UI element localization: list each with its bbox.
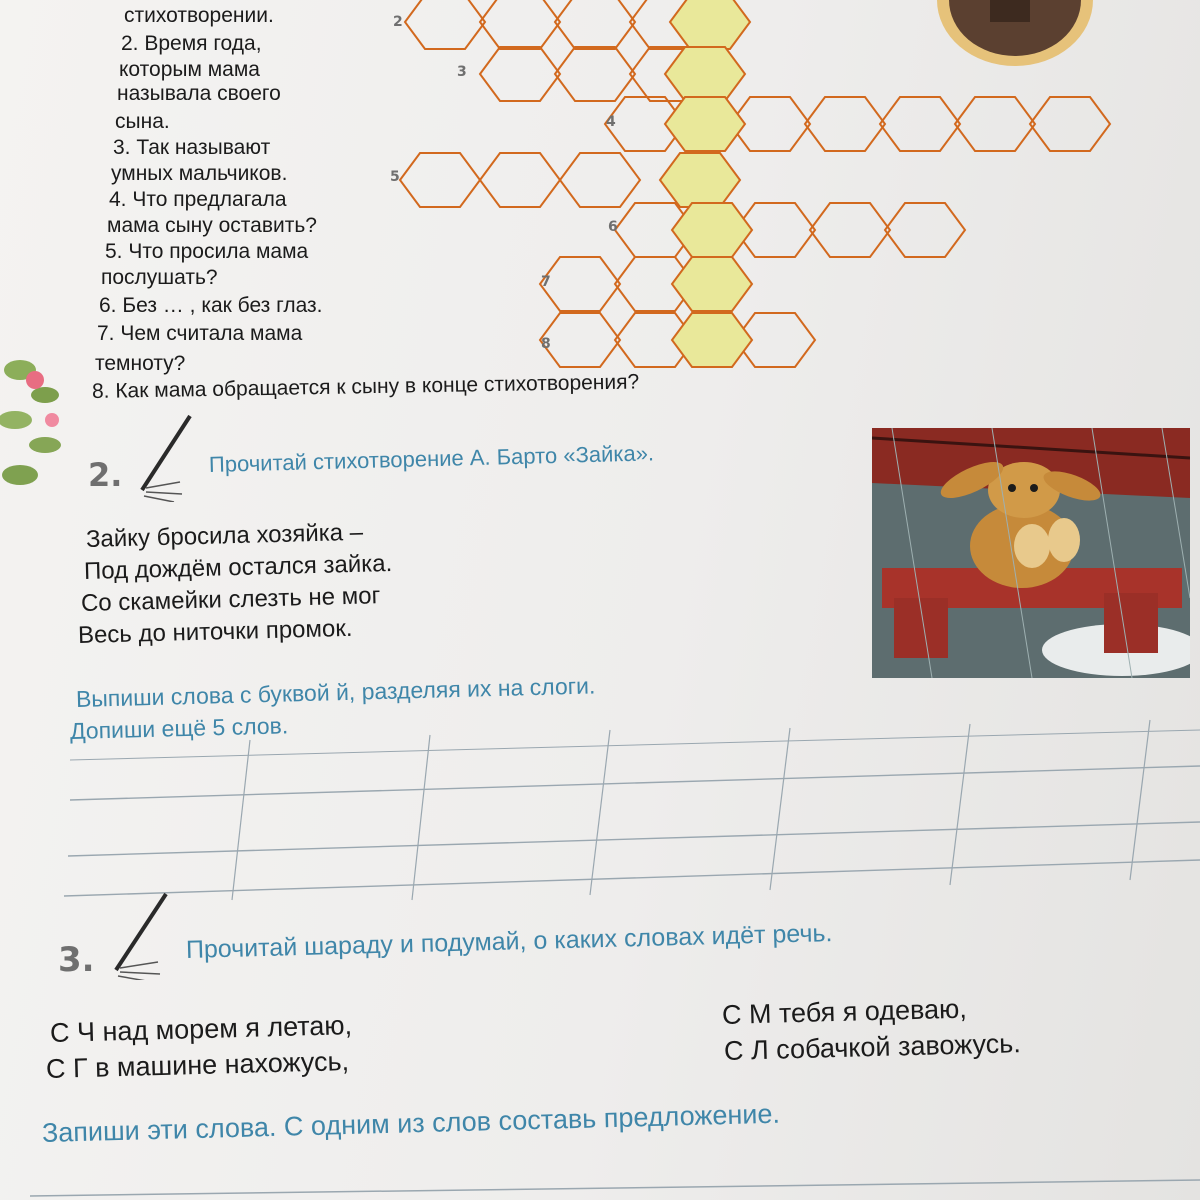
grid-number-6: 6 — [608, 219, 618, 235]
hex-cell[interactable] — [1030, 97, 1110, 151]
hex-cell[interactable] — [480, 47, 560, 101]
writing-line — [950, 724, 970, 885]
question-line: темноту? — [95, 352, 186, 375]
hex-cell-key[interactable] — [660, 153, 740, 207]
hex-cell[interactable] — [540, 313, 620, 367]
charade-line: С Ч над морем я летаю, — [49, 1010, 353, 1048]
hex-cell[interactable] — [480, 0, 560, 49]
writing-area[interactable] — [0, 700, 1200, 930]
grid-number-5: 5 — [390, 169, 400, 185]
question-line: стихотворении. — [124, 4, 274, 27]
task-3-number: 3. — [58, 940, 95, 980]
question-line: 2. Время года, — [121, 32, 262, 55]
hex-cell-key[interactable] — [672, 203, 752, 257]
hex-cell[interactable] — [885, 203, 965, 257]
hex-cell-key[interactable] — [670, 0, 750, 49]
grid-number-7: 7 — [541, 274, 551, 290]
writing-line — [412, 735, 430, 900]
grid-number-3: 3 — [457, 64, 467, 80]
hex-cell[interactable] — [955, 97, 1035, 151]
hex-cell[interactable] — [400, 153, 480, 207]
poem-line: Со скамейки слезть не мог — [80, 582, 381, 617]
question-line: мама сыну оставить? — [107, 214, 317, 237]
writing-line — [770, 728, 790, 890]
task-3-title: Прочитай шараду и подумай, о каких словах идёт речь. — [185, 919, 833, 964]
charade-line: С Л собачкой завожусь. — [723, 1028, 1022, 1066]
hex-cell-key[interactable] — [665, 47, 745, 101]
instruction-line: Допиши ещё 5 слов. — [69, 712, 289, 744]
question-line: 4. Что предлагала — [109, 188, 287, 211]
grid-number-8: 8 — [541, 336, 551, 352]
writing-line — [70, 730, 1200, 760]
hex-cell-key[interactable] — [672, 257, 752, 311]
question-line: 3. Так называют — [113, 136, 271, 159]
grid-number-4: 4 — [606, 114, 616, 130]
pen-icon — [96, 890, 176, 980]
hex-cell[interactable] — [405, 0, 485, 49]
task-2-number: 2. — [88, 456, 123, 494]
question-line: 5. Что просила мама — [105, 240, 309, 263]
question-line: сына. — [115, 110, 170, 133]
task-2-title: Прочитай стихотворение А. Барто «Зайка». — [208, 440, 655, 477]
poem-line: Зайку бросила хозяйка – — [85, 518, 364, 553]
hex-cell[interactable] — [555, 0, 635, 49]
hex-cell[interactable] — [555, 47, 635, 101]
charade-line: С М тебя я одеваю, — [721, 993, 968, 1030]
bunny-on-bench-illustration — [872, 428, 1190, 678]
writing-line — [1130, 720, 1150, 880]
question-line: 8. Как мама обращается к сыну в конце стихотворения? — [91, 370, 640, 403]
poem-line: Весь до ниточки промок. — [77, 614, 353, 649]
question-line: послушать? — [101, 266, 218, 289]
question-line: 7. Чем считала мама — [97, 322, 303, 345]
question-line: 6. Без … , как без глаз. — [99, 294, 323, 317]
hex-cell[interactable] — [560, 153, 640, 207]
hex-cell-key[interactable] — [665, 97, 745, 151]
question-line: называла своего — [117, 82, 281, 105]
task-3-instruction: Запиши эти слова. С одним из слов составь предложение. — [41, 1098, 781, 1148]
hex-cell[interactable] — [540, 257, 620, 311]
question-line: которым мама — [119, 58, 260, 81]
grid-number-2: 2 — [393, 14, 403, 30]
writing-line — [70, 766, 1200, 800]
hex-cell[interactable] — [880, 97, 960, 151]
hex-cell[interactable] — [810, 203, 890, 257]
instruction-line: Выпиши слова с буквой й, разделяя их на слоги. — [75, 672, 596, 712]
pen-icon — [120, 412, 200, 502]
charade-line: С Г в машине нахожусь, — [45, 1046, 350, 1084]
hex-cell[interactable] — [805, 97, 885, 151]
bottom-writing-line[interactable] — [0, 1170, 1200, 1200]
writing-line — [590, 730, 610, 895]
writing-line — [232, 740, 250, 900]
hex-cell-key[interactable] — [672, 313, 752, 367]
question-line: умных мальчиков. — [111, 162, 288, 185]
poem-line: Под дождём остался зайка. — [83, 549, 393, 585]
hex-cell[interactable] — [480, 153, 560, 207]
